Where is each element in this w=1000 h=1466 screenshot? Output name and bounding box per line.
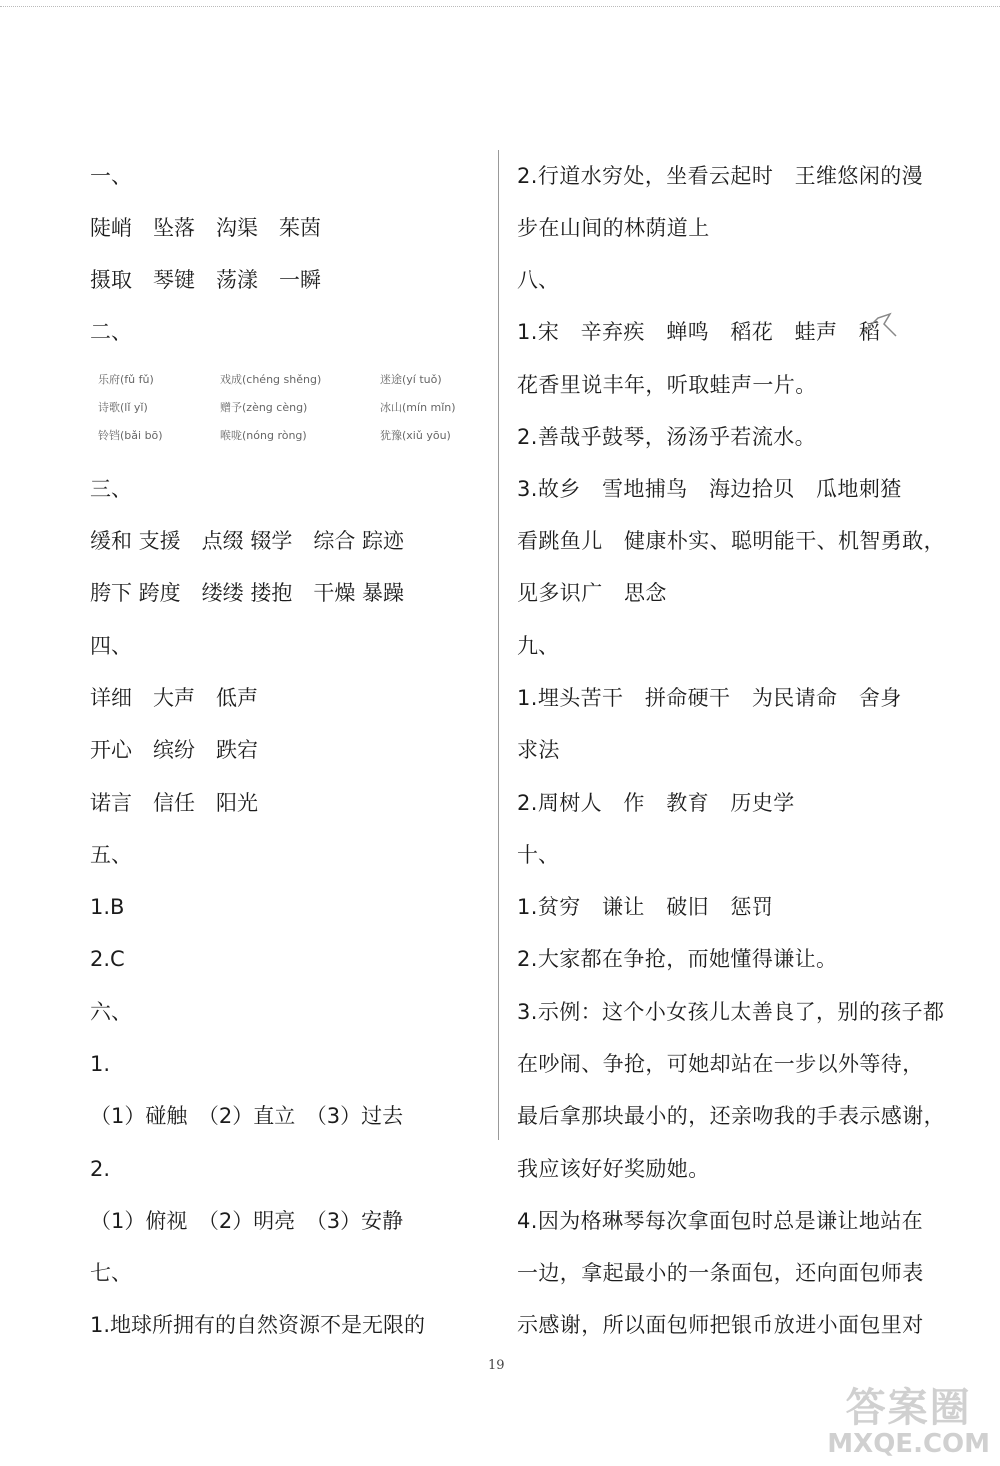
watermark-logo-text: 答案圈	[845, 1385, 972, 1431]
answer-line: 3.示例：这个小女孩儿太善良了，别的孩子都	[517, 1000, 945, 1024]
page-number: 19	[488, 1358, 505, 1373]
answer-line: 陡峭 坠落 沟渠 茱茵	[90, 216, 321, 240]
pinyin-cell: 铃铛(bǎi bō)	[98, 429, 163, 442]
answer-line: 求法	[517, 738, 560, 762]
section-heading: 一、	[90, 164, 132, 188]
answer-line: 见多识广 思念	[517, 581, 667, 605]
question-number: 2.	[90, 1157, 111, 1181]
pinyin-cell: 乐府(fǔ fǔ)	[98, 373, 154, 386]
pinyin-cell: 赠予(zèng cèng)	[220, 401, 308, 414]
answer-line: 花香里说丰年，听取蛙声一片。	[517, 373, 817, 397]
section-heading: 六、	[90, 1000, 132, 1024]
pen-stroke-mark	[860, 310, 900, 340]
section-heading: 三、	[90, 477, 132, 501]
answer-line: 4.因为格琳琴每次拿面包时总是谦让地站在	[517, 1209, 924, 1233]
pinyin-cell: 诗歌(lǐ yǐ)	[98, 401, 148, 414]
section-heading: 十、	[517, 843, 559, 867]
answer-line: 1.埋头苦干 拼命硬干 为民请命 舍身	[517, 686, 902, 710]
answer-line: 在吵闹、争抢，可她却站在一步以外等待，	[517, 1052, 924, 1076]
answer-line: 2.行道水穷处，坐看云起时 王维悠闲的漫	[517, 164, 924, 188]
pinyin-cell: 戏成(chéng shěng)	[220, 373, 322, 386]
answer-line: 1.宋 辛弃疾 蝉鸣 稻花 蛙声 稻	[517, 320, 881, 344]
answer-line: 最后拿那块最小的，还亲吻我的手表示感谢，	[517, 1104, 945, 1128]
answer-line: 我应该好好奖励她。	[517, 1157, 710, 1181]
section-heading: 九、	[517, 634, 559, 658]
answer-line: 摄取 琴键 荡漾 一瞬	[90, 268, 321, 292]
question-number: 1.	[90, 1052, 111, 1076]
pinyin-cell: 冰山(mín mǐn)	[380, 401, 456, 414]
watermark	[827, 1386, 990, 1458]
answer-line: 详细 大声 低声	[90, 686, 258, 710]
answer-line: 2.善哉乎鼓琴，汤汤乎若流水。	[517, 425, 817, 449]
answer-line: 3.故乡 雪地捕鸟 海边拾贝 瓜地刺猹	[517, 477, 902, 501]
answer-line: 步在山间的林荫道上	[517, 216, 710, 240]
top-border	[0, 6, 1000, 7]
column-divider	[498, 150, 499, 1140]
answer-line: （1）俯视 （2）明亮 （3）安静	[90, 1209, 404, 1233]
pinyin-cell: 迷途(yí tuǒ)	[380, 373, 442, 386]
answer-line: 1.贫穷 谦让 破旧 惩罚	[517, 895, 774, 919]
answer-line: 诺言 信任 阳光	[90, 791, 258, 815]
answer-line: 胯下 跨度 缕缕 搂抱 干燥 暴躁	[90, 581, 405, 605]
answer-line: 缓和 支援 点缀 辍学 综合 踪迹	[90, 529, 405, 553]
section-heading: 八、	[517, 268, 559, 292]
answer-line: 开心 缤纷 跌宕	[90, 738, 258, 762]
answer-line: 一边，拿起最小的一条面包，还向面包师表	[517, 1261, 924, 1285]
section-heading: 七、	[90, 1261, 132, 1285]
pinyin-cell: 犹豫(xiǔ yōu)	[380, 429, 451, 442]
watermark-domain: MXQE.COM	[827, 1429, 990, 1459]
answer-line: 1.地球所拥有的自然资源不是无限的	[90, 1313, 426, 1337]
section-heading: 五、	[90, 843, 132, 867]
answer-line: 2.C	[90, 947, 125, 971]
answer-line: 2.周树人 作 教育 历史学	[517, 791, 795, 815]
answer-line: 1.B	[90, 895, 125, 919]
section-heading: 四、	[90, 634, 132, 658]
answer-line: 2.大家都在争抢，而她懂得谦让。	[517, 947, 838, 971]
answer-line: 看跳鱼儿 健康朴实、聪明能干、机智勇敢，	[517, 529, 945, 553]
section-heading: 二、	[90, 320, 132, 344]
pinyin-cell: 喉咙(nóng ròng)	[220, 429, 307, 442]
answer-line: （1）碰触 （2）直立 （3）过去	[90, 1104, 404, 1128]
answer-line: 示感谢，所以面包师把银币放进小面包里对	[517, 1313, 924, 1337]
